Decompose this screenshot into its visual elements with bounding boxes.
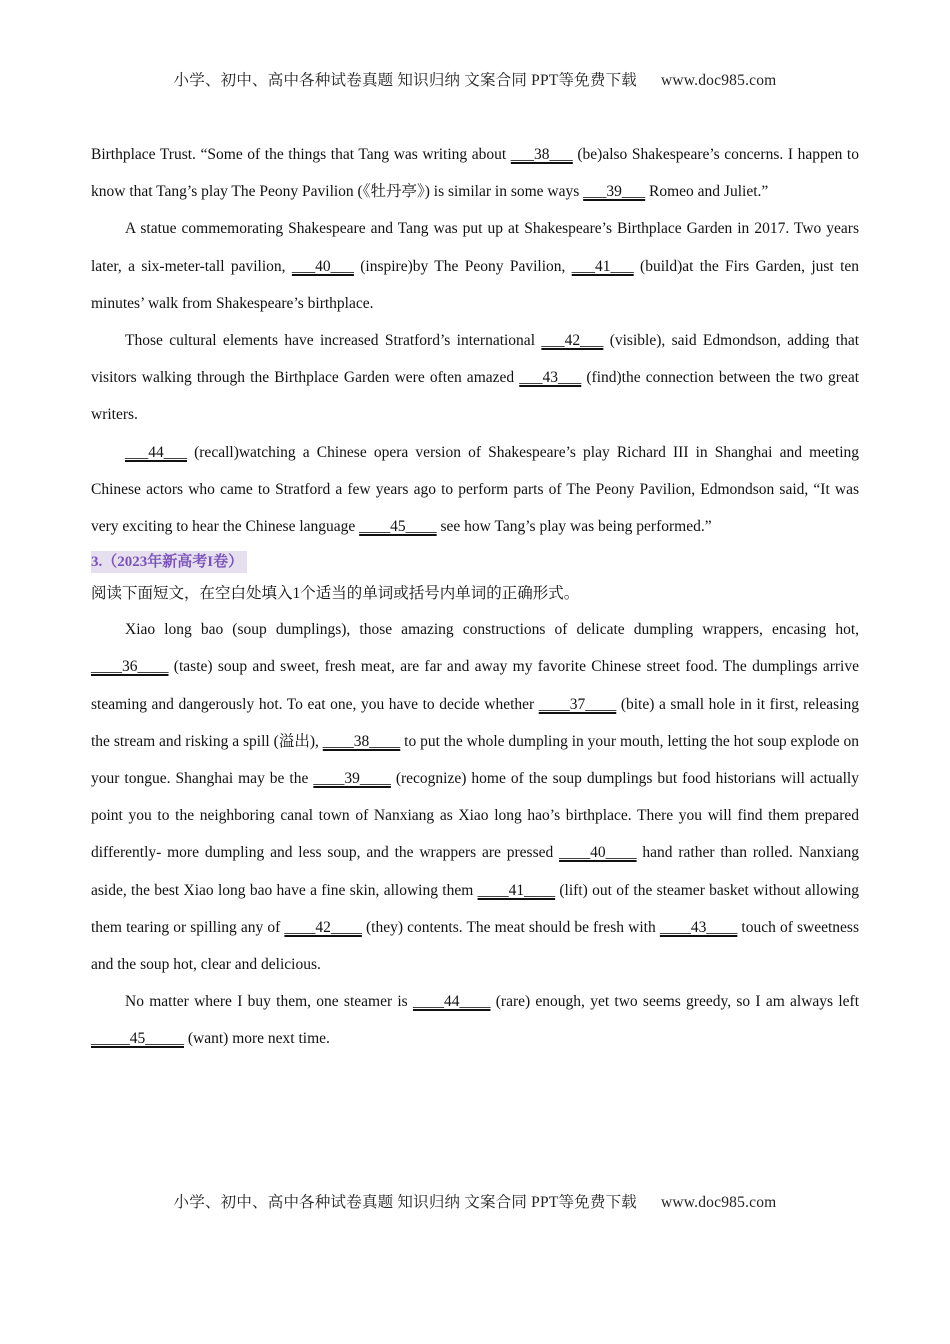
text: to put the whole dumpling in your mouth, letting the hot soup explode on your tongue. Shanghai may be the <box>91 732 860 788</box>
text: (find)the connection between the two great writers. <box>91 369 860 424</box>
section-instruction: 阅读下面短文，在空白处填入1个适当的单词或括号内单词的正确形式。 <box>91 585 580 603</box>
text: Xiao long bao (soup dumplings), those amazing constructions of delicate dumpling wrappers, encasing hot, <box>125 621 859 639</box>
blank-36[interactable]: ____36____ <box>91 658 169 676</box>
text: touch of sweetness and the soup hot, clear and delicious. <box>91 918 859 974</box>
text: A statue commemorating Shakespeare and Tang was put up at Shakespeare’s Birthplace Garden in 2017. Two years later, a six-meter-tall pavilion, <box>91 220 859 275</box>
blank-45[interactable]: ____45____ <box>359 518 437 536</box>
blank-43[interactable]: ____43____ <box>659 918 738 936</box>
blank-41[interactable]: ___41___ <box>571 257 634 275</box>
blank-42[interactable]: ____42____ <box>284 918 362 936</box>
blank-40[interactable]: ____40____ <box>559 844 637 862</box>
blank-38[interactable]: ____38____ <box>322 732 401 750</box>
text: Romeo and Juliet.” <box>645 183 769 201</box>
text: (recognize) home of the soup dumplings but food historians will actually point you to the neighboring canal town of Nanxiang as Xiao long hao’s birthplace. There you will find them prepared differently- more dumpling and less soup, and the wrappers are pressed <box>91 770 859 862</box>
section-title: 3.（2023年新高考I卷） <box>91 551 247 573</box>
header-text: 小学、初中、高中各种试卷真题 知识归纳 文案合同 PPT等免费下载 <box>173 72 637 89</box>
blank-44[interactable]: ___44___ <box>125 443 187 461</box>
blank-44[interactable]: ____44____ <box>412 993 491 1011</box>
text: (be)also Shakespeare’s concerns. I happen to know that Tang’s play The Peony Pavilion (《牡丹亭》) is similar in some ways <box>91 146 859 201</box>
blank-39[interactable]: ____39____ <box>313 770 391 788</box>
footer-url[interactable]: www.doc985.com <box>660 1194 777 1211</box>
text: (taste) soup and sweet, fresh meat, are far and away my favorite Chinese street food. The dumplings arrive steaming and dangerously hot. To eat one, you have to decide whether <box>91 658 859 713</box>
passage1-paragraph-3 <box>91 322 859 434</box>
blank-40[interactable]: ___40___ <box>291 257 354 275</box>
blank-45[interactable]: _____45_____ <box>91 1030 184 1048</box>
text: (rare) enough, yet two seems greedy, so I am always left <box>490 993 859 1011</box>
text: (lift) out of the steamer basket without allowing them tearing or spilling any of <box>91 881 859 936</box>
page-header <box>0 68 950 90</box>
passage2-paragraph-1 <box>91 611 859 983</box>
section-3-heading <box>91 545 859 579</box>
page-footer <box>0 1190 950 1212</box>
blank-37[interactable]: ____37____ <box>538 695 617 713</box>
text: (inspire)by The Peony Pavilion, <box>353 257 572 275</box>
text: Those cultural elements have increased Stratford’s international <box>125 332 542 350</box>
blank-43[interactable]: ___43___ <box>519 369 582 387</box>
page-content <box>91 136 859 1058</box>
text: Birthplace Trust. “Some of the things that Tang was writing about <box>91 146 511 163</box>
passage1-paragraph-1 <box>91 136 859 210</box>
header-url[interactable]: www.doc985.com <box>660 72 777 89</box>
passage1-paragraph-2 <box>91 210 859 322</box>
blank-41[interactable]: ____41____ <box>477 881 556 899</box>
footer-text: 小学、初中、高中各种试卷真题 知识归纳 文案合同 PPT等免费下载 <box>173 1194 637 1211</box>
text: (recall)watching a Chinese opera version of Shakespeare’s play Richard III in Shanghai and meeting Chinese actors who came to Stratford a few years ago to perform parts of The Peony Pavilion, Edmondson said, “It was very exciting to hear the Chinese language <box>91 443 859 536</box>
text: hand rather than rolled. Nanxiang aside, the best Xiao long bao have a fine skin, allowing them <box>91 844 859 899</box>
text: (bite) a small hole in it first, releasing the stream and risking a spill (溢出), <box>91 695 860 750</box>
passage1-paragraph-4 <box>91 434 859 546</box>
text: (want) more next time. <box>184 1030 330 1048</box>
blank-42[interactable]: ___42___ <box>541 332 604 350</box>
text: (visible), said Edmondson, adding that visitors walking through the Birthplace Garden were often amazed <box>91 332 860 387</box>
blank-39[interactable]: ___39___ <box>583 183 646 201</box>
text: (they) contents. The meat should be fresh with <box>361 918 660 936</box>
blank-38[interactable]: ___38___ <box>510 146 573 163</box>
text: (build)at the Firs Garden, just ten minutes’ walk from Shakespeare’s birthplace. <box>91 257 860 312</box>
passage2-paragraph-2 <box>91 983 859 1057</box>
text: see how Tang’s play was being performed.” <box>436 518 712 536</box>
text: No matter where I buy them, one steamer is <box>125 993 413 1011</box>
